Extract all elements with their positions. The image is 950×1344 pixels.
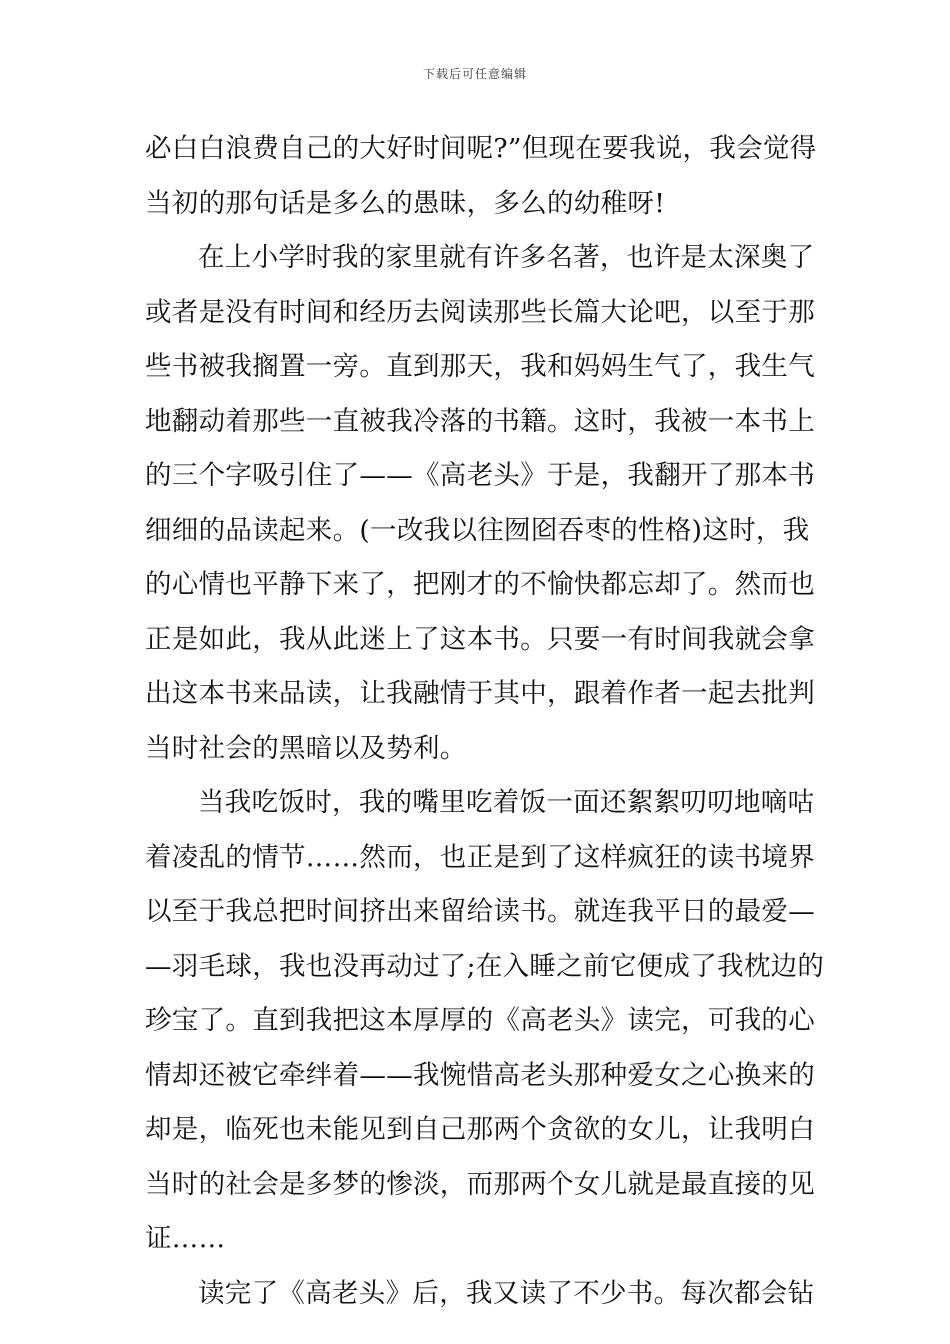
text-line: 当初的那句话是多么的愚昧，多么的幼稚呀! [145,187,666,219]
paragraph-start-line: 读完了《高老头》后，我又读了不少书。每次都会钻 [198,1277,815,1309]
paragraph-start-line: 当我吃饭时，我的嘴里吃着饭一面还絮絮叨叨地嘀咕 [198,787,815,818]
text-line: 证…… [145,1223,226,1254]
text-line: 细细的品读起来。(一改我以往囫囵吞枣的性格)这时，我 [145,514,810,546]
text-line: 却是，临死也未能见到自己那两个贪欲的女儿，让我明白 [145,1114,815,1145]
text-line: 正是如此，我从此迷上了这本书。只要一有时间我就会拿 [145,623,815,655]
text-line: 必白白浪费自己的大好时间呢?”但现在要我说，我会觉得 [145,133,817,164]
text-line: 或者是没有时间和经历去阅读那些长篇大论吧，以至于那 [145,296,815,328]
text-line: 当时社会的黑暗以及势利。 [145,732,467,764]
page-header: 下载后可任意编辑 [422,67,527,81]
paragraph-start-line: 在上小学时我的家里就有许多名著，也许是太深奥了 [198,242,815,273]
text-line: 出这本书来品读，让我融情于其中，跟着作者一起去批判 [145,678,815,709]
document-body [145,130,825,1329]
text-line: 的三个字吸引住了——《高老头》于是，我翻开了那本书 [145,460,815,491]
text-line: 当时的社会是多梦的惨淡，而那两个女儿就是最直接的见 [145,1168,815,1200]
text-line: 些书被我搁置一旁。直到那天，我和妈妈生气了，我生气 [145,351,815,382]
text-line: 的心情也平静下来了，把刚才的不愉快都忘却了。然而也 [145,569,815,600]
text-line: —羽毛球，我也没再动过了;在入睡之前它便成了我枕边的 [145,950,825,982]
text-line: 地翻动着那些一直被我冷落的书籍。这时，我被一本书上 [145,405,815,437]
text-line: 珍宝了。直到我把这本厚厚的《高老头》读完，可我的心 [145,1005,815,1036]
text-line: 着凌乱的情节……然而，也正是到了这样疯狂的读书境界 [145,841,815,873]
text-line: 情却还被它牵绊着——我惋惜高老头那种爱女之心换来的 [145,1059,815,1091]
text-line: 以至于我总把时间挤出来留给读书。就连我平日的最爱— [145,896,815,927]
